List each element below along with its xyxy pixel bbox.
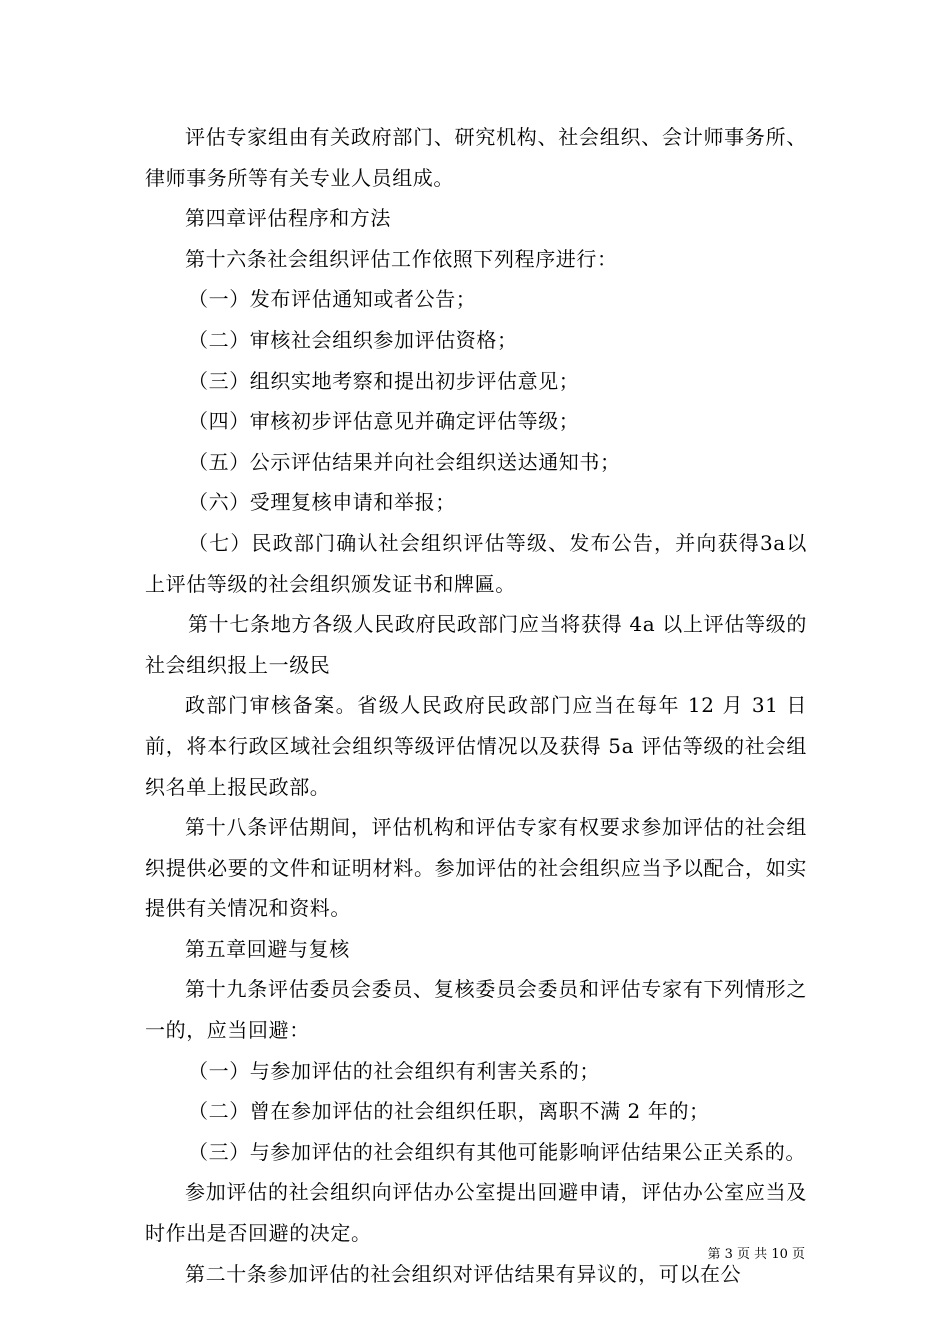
document-body [145,117,807,1294]
list-item: （五）公示评估结果并向社会组织送达通知书； [188,449,621,474]
article-20: 第二十条参加评估的社会组织对评估结果有异议的，可以在公 [185,1261,742,1286]
chapter-heading-5: 第五章回避与复核 [185,936,350,961]
list-item: （六）受理复核申请和举报； [188,490,456,515]
paragraph-recusal-application: 参加评估的社会组织向评估办公室提出回避申请，评估办公室应当及时作出是否回避的决定。 [145,1180,807,1246]
list-item: （三）与参加评估的社会组织有其他可能影响评估结果公正关系的。 [188,1139,806,1164]
article-18: 第十八条评估期间，评估机构和评估专家有权要求参加评估的社会组织提供必要的文件和证明材料。参加评估的社会组织应当予以配合，如实提供有关情况和资料。 [145,815,807,921]
article-16: 第十六条社会组织评估工作依照下列程序进行： [185,246,618,271]
list-item: （二）审核社会组织参加评估资格； [188,327,518,352]
paragraph-expert-group: 评估专家组由有关政府部门、研究机构、社会组织、会计师事务所、律师事务所等有关专业人员组成。 [145,125,807,190]
page-number: 第 3 页 共 10 页 [707,1247,805,1262]
list-item: （四）审核初步评估意见并确定评估等级； [188,409,580,434]
chapter-heading-4: 第四章评估程序和方法 [185,206,391,231]
list-item: （三）组织实地考察和提出初步评估意见； [188,368,580,393]
article-17: 第十七条地方各级人民政府民政部门应当将获得 4a 以上评估等级的社会组织报上一级民 [145,612,807,677]
list-item: （七）民政部门确认社会组织评估等级、发布公告，并向获得3a以上评估等级的社会组织颁发证书和牌匾。 [145,530,807,596]
article-17-continued: 政部门审核备案。省级人民政府民政部门应当在每年 12 月 31 日前，将本行政区域社会组织等级评估情况以及获得 5a 评估等级的社会组织名单上报民政部。 [145,693,807,799]
list-item: （二）曾在参加评估的社会组织任职，离职不满 2 年的； [188,1099,710,1124]
list-item: （一）发布评估通知或者公告； [188,287,477,312]
article-19: 第十九条评估委员会委员、复核委员会委员和评估专家有下列情形之一的，应当回避： [145,977,807,1043]
list-item: （一）与参加评估的社会组织有利害关系的； [188,1058,600,1083]
